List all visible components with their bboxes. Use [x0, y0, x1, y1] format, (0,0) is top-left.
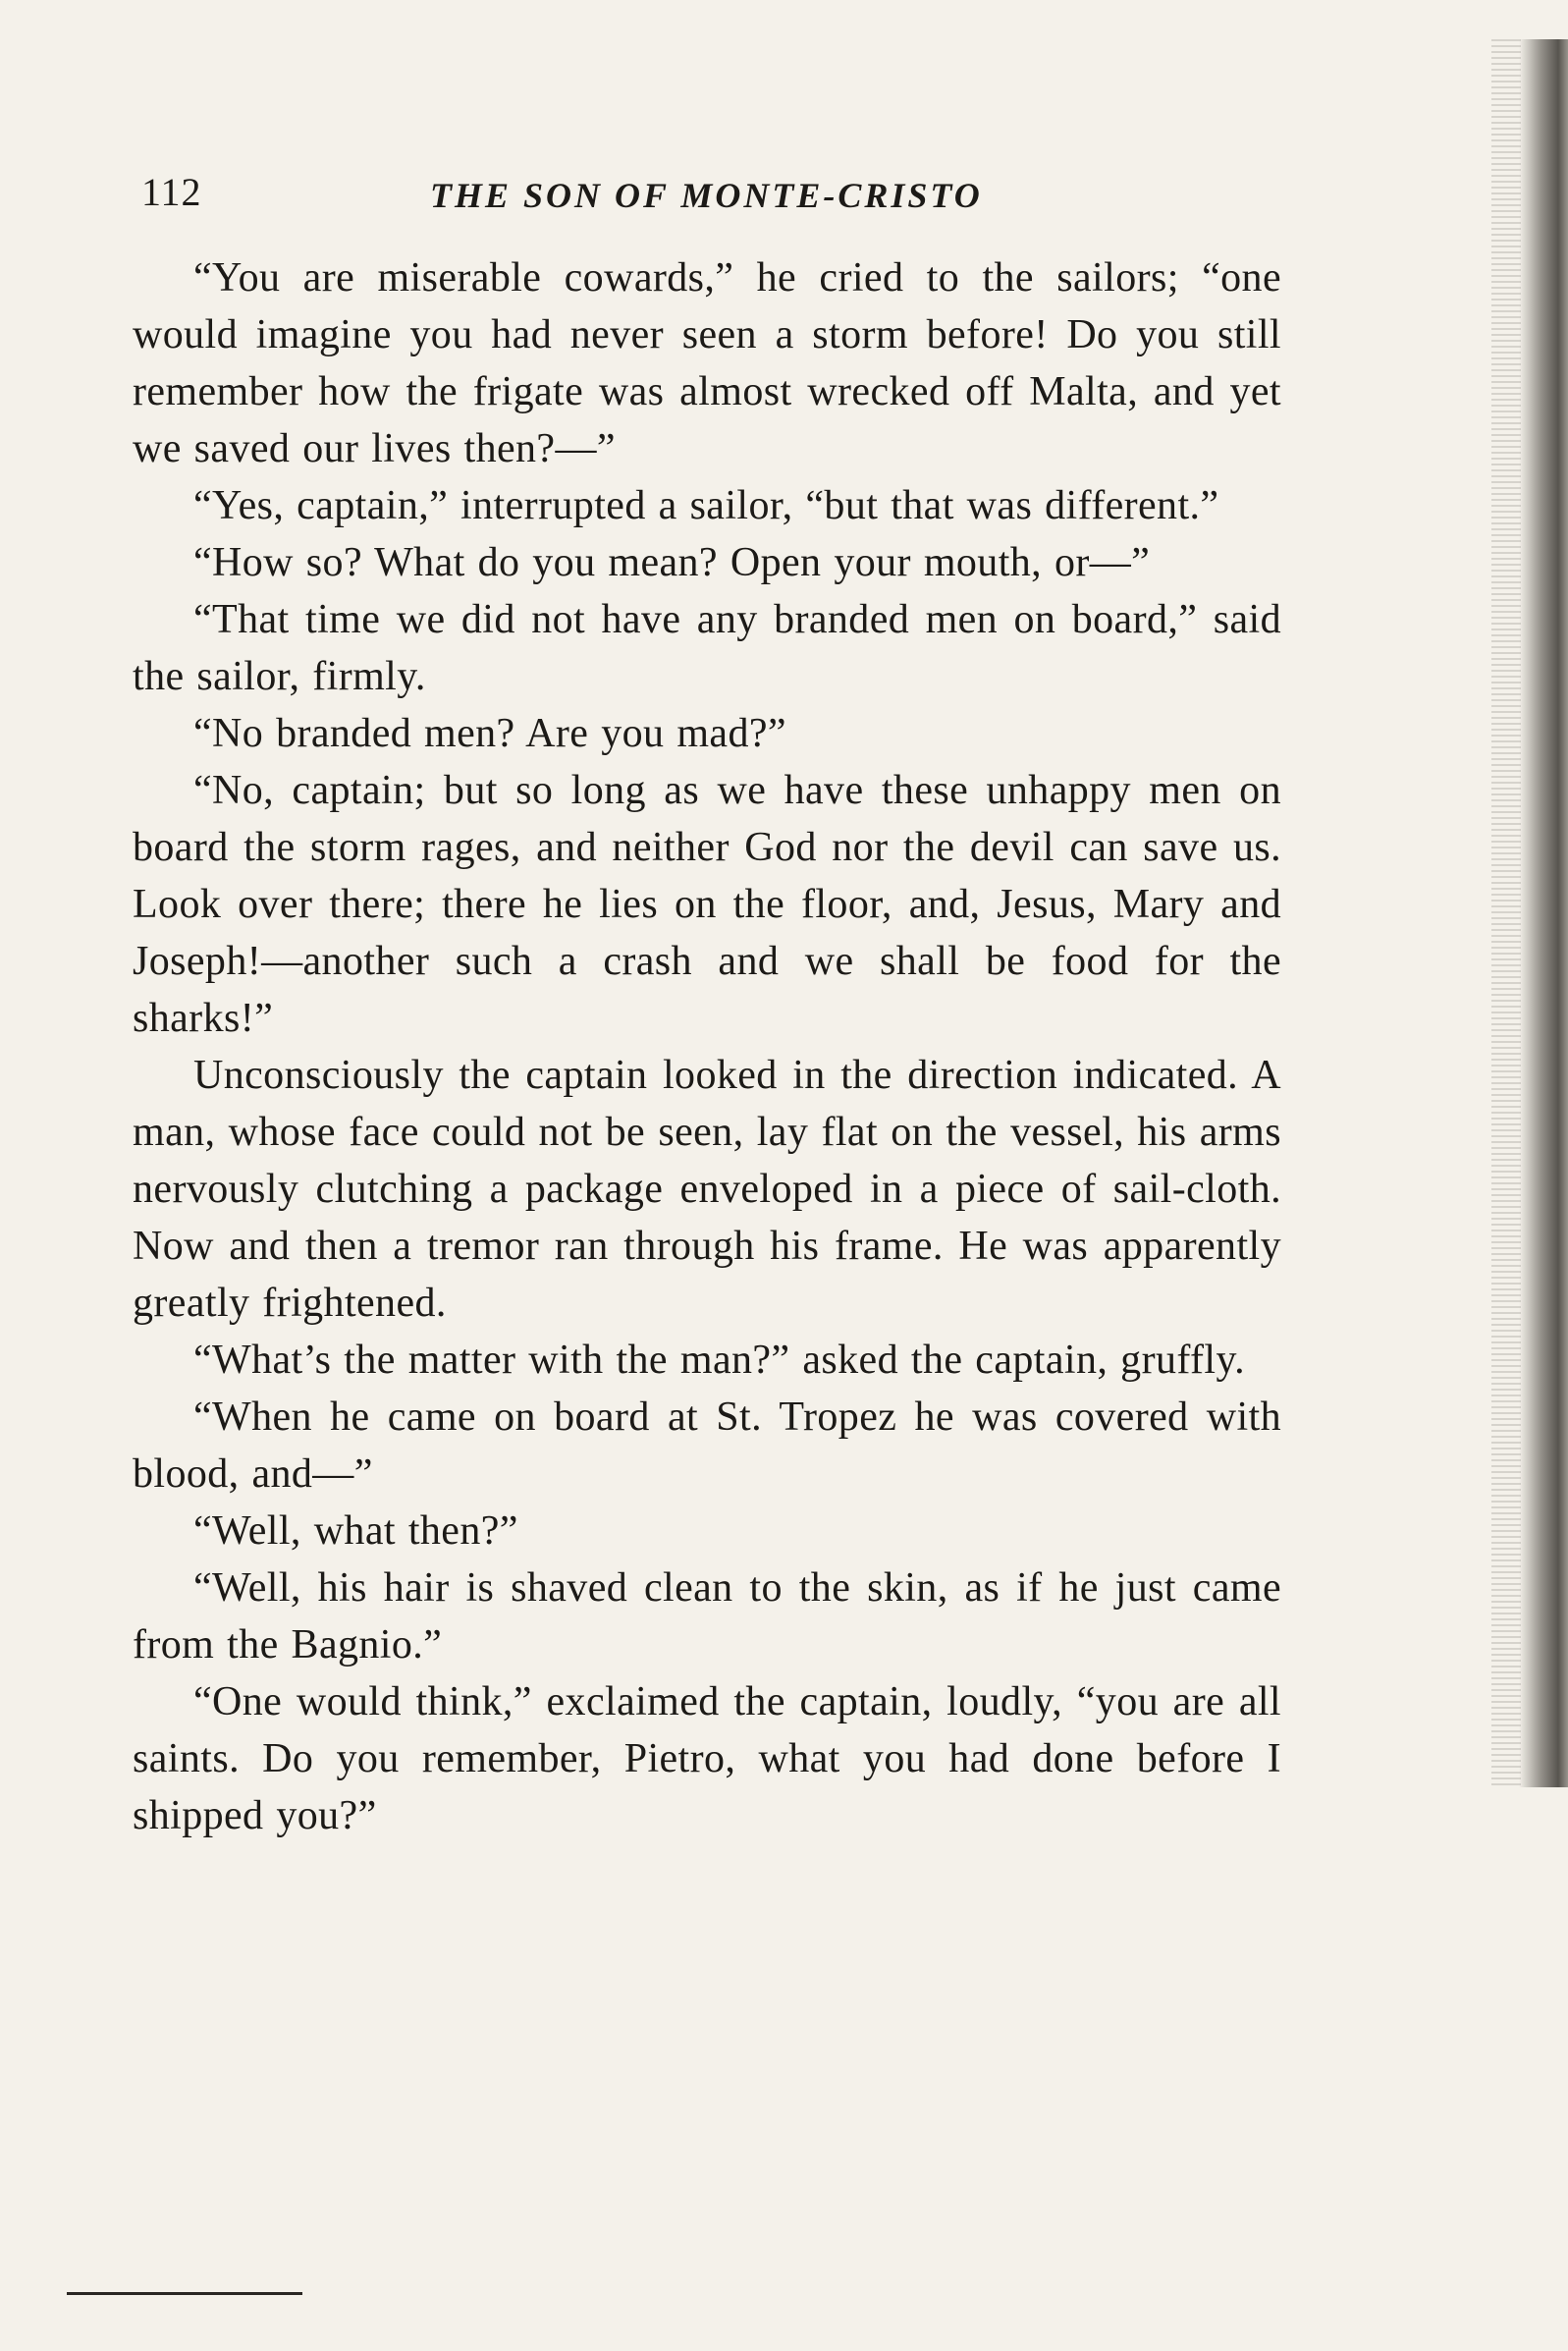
- body-text: [133, 249, 1281, 1844]
- paragraph: “One would think,” exclaimed the captain, loudly, “you are all saints. Do you remember, Pietro, what you had done before I shipped you?”: [133, 1679, 1281, 1838]
- paragraph: “Yes, captain,” interrupted a sailor, “but that was different.”: [193, 483, 1219, 528]
- footer-rule: [67, 2292, 302, 2295]
- paragraph: Unconsciously the captain looked in the direction indicated. A man, whose face could not be seen, lay flat on the vessel, his arms nervously clutching a package enveloped in a piece of sail-cloth. Now and then a tremor ran through his frame. He was apparently greatly frightened.: [133, 1053, 1281, 1326]
- page-edge-shadow: [1519, 39, 1568, 1787]
- paragraph: “No branded men? Are you mad?”: [193, 711, 786, 756]
- paragraph: “How so? What do you mean? Open your mouth, or—”: [193, 540, 1151, 585]
- paragraph: “Well, his hair is shaved clean to the skin, as if he just came from the Bagnio.”: [133, 1565, 1281, 1668]
- paragraph: “When he came on board at St. Tropez he was covered with blood, and—”: [133, 1394, 1281, 1497]
- paragraph: “That time we did not have any branded men on board,” said the sailor, firmly.: [133, 597, 1281, 699]
- running-title: THE SON OF MONTE-CRISTO: [430, 176, 983, 215]
- page-header: [126, 169, 1284, 228]
- page-number: 112: [141, 170, 202, 214]
- page-edge-texture: [1491, 39, 1521, 1787]
- paragraph: “No, captain; but so long as we have these unhappy men on board the storm rages, and neither God nor the devil can save us. Look over there; there he lies on the floor, and, Jesus, Mary and Joseph!—another such a crash and we shall be food for the sharks!”: [133, 768, 1281, 1041]
- paragraph: “Well, what then?”: [193, 1508, 518, 1554]
- paragraph: “What’s the matter with the man?” asked the captain, gruffly.: [193, 1338, 1246, 1383]
- paragraph: “You are miserable cowards,” he cried to the sailors; “one would imagine you had never seen a storm before! Do you still remember how the frigate was almost wrecked off Malta, and yet we saved our lives then?—”: [133, 255, 1281, 471]
